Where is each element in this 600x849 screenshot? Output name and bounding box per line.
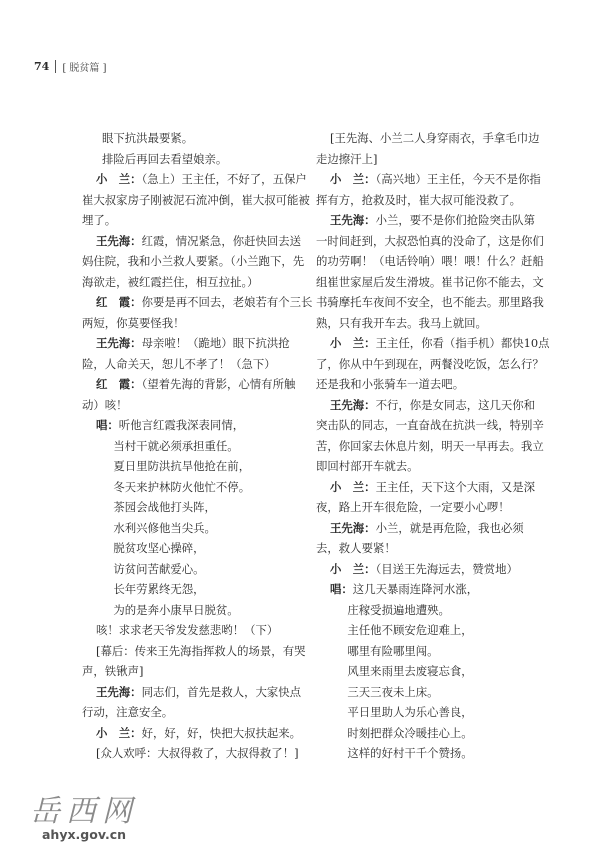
speaker-label: 小 兰： (330, 561, 376, 576)
text-line (82, 497, 294, 518)
line-text: （急上）王主任，不好了，五保户 (141, 172, 307, 186)
line-text: 咳！求求老天爷发发慈悲哟！（下） (96, 623, 279, 637)
text-line (316, 210, 538, 231)
text-line (82, 600, 294, 621)
line-text: 突击队的同志，一直奋战在抗洪一线，特别辛 (316, 418, 544, 432)
line-text: 挥有方，抢救及时，崔大叔可能没救了。 (316, 192, 522, 207)
line-text: 一时间赶到，大叔恐怕真的没命了，这是你们 (316, 233, 544, 248)
text-line (316, 723, 538, 744)
speaker-label: 小 兰： (96, 725, 142, 740)
text-line (82, 210, 294, 231)
text-line (82, 661, 294, 682)
text-line (82, 128, 294, 149)
line-text: 了，你从中午到现在，两餐没吃饭，怎么行？ (316, 356, 544, 371)
speaker-label: 王先海： (96, 233, 142, 248)
speaker-label: 王先海： (96, 684, 142, 699)
text-line (316, 149, 538, 170)
text-line (82, 313, 294, 334)
line-text: 险，人命关天，恕儿不孝了！（急下） (82, 356, 276, 371)
watermark-url: ahyx.gov.cn (41, 827, 126, 842)
line-text: （高兴地）王主任，今天不是你指 (375, 172, 541, 186)
text-line (82, 395, 294, 416)
text-line (316, 456, 538, 477)
line-text: 小兰，就是再危险，我也必须 (375, 520, 524, 535)
text-line (82, 149, 294, 170)
text-line (316, 333, 550, 354)
text-line (82, 641, 306, 662)
line-text: 好，好，好，快把大叔扶起来。 (141, 725, 302, 740)
text-line (82, 579, 294, 600)
speaker-label: 红 霞： (96, 295, 142, 309)
speaker-label: 王先海： (96, 336, 142, 350)
line-text: 平日里助人为乐心善良， (336, 705, 473, 719)
line-text: 两短，你莫要怪我！ (82, 315, 185, 330)
line-text: 王主任，天下这个大雨，又是深 (375, 479, 536, 494)
text-line (316, 354, 544, 375)
line-text: 这几天暴雨连降河水涨， (352, 582, 479, 596)
text-line (316, 702, 538, 723)
line-text: 听他言红霞我深表同情， (118, 418, 245, 432)
header-divider (55, 60, 56, 73)
line-text: 长年劳累终无怨， (102, 582, 205, 596)
line-text: [幕后：传来王先海指挥救人的场景，有哭 (96, 643, 306, 658)
text-line (316, 313, 538, 334)
speaker-label: 王先海： (330, 397, 376, 412)
text-line (82, 743, 299, 764)
line-text: 为的是奔小康早日脱贫。 (102, 602, 239, 617)
line-text: 去，救人要紧！ (316, 541, 396, 555)
line-text: 母亲啦！（跪地）眼下抗洪抢 (141, 336, 290, 350)
text-line (316, 169, 541, 190)
line-text: 组崔世家屋后发生滑坡。崔书记你不能去，文 (316, 274, 544, 289)
text-line (316, 415, 544, 436)
line-text: 访贫问苦献爱心。 (102, 561, 205, 576)
speaker-label: 红 霞： (96, 377, 142, 391)
line-text: 脱贫攻坚心操碎， (102, 541, 205, 555)
text-line (82, 538, 294, 559)
site-watermark (4, 796, 164, 842)
line-text: 眼下抗洪最要紧。 (102, 131, 194, 145)
text-line (82, 702, 294, 723)
text-line (82, 354, 294, 375)
line-text: 崔大叔家房子刚被泥石流冲倒，崔大叔可能被 (82, 192, 310, 207)
line-text: 王主任，你看（指手机）都快10点 (375, 336, 550, 350)
line-text: 海欲走，被红霞拦住，相互拉扯。） (82, 274, 259, 289)
line-text: 这样的好村干千个赞扬。 (336, 746, 473, 760)
line-text: 主任他不顾安危迎难上， (336, 623, 473, 637)
speaker-label: 小 兰： (330, 336, 376, 350)
text-line (316, 600, 538, 621)
text-line (316, 538, 538, 559)
text-line (82, 620, 294, 641)
speaker-label: 王先海： (330, 520, 376, 535)
text-line (316, 395, 538, 416)
text-line (82, 518, 294, 539)
running-title: [ 脱贫篇 ] (62, 62, 107, 74)
text-line (82, 272, 294, 293)
text-line (82, 559, 294, 580)
text-line (82, 477, 294, 498)
line-text: （目送王先海远去，赞赏地） (375, 561, 518, 576)
speaker-label: 小 兰： (96, 172, 142, 186)
line-text: 夜，路上开车很危险，一定要小心啰！ (316, 500, 510, 514)
text-line (82, 169, 307, 190)
line-text: 动）咳！ (82, 397, 128, 412)
line-text: 庄稼受损遍地遭殃。 (336, 602, 450, 617)
text-line (82, 436, 294, 457)
text-line (316, 190, 538, 211)
line-text: 排险后再回去看望娘亲。 (102, 151, 228, 166)
text-line (82, 333, 294, 354)
line-text: [王先海、小兰二人身穿雨衣，手拿毛巾边 (330, 131, 540, 145)
line-text: 哪里有险哪里闯。 (336, 643, 439, 658)
text-line (316, 620, 538, 641)
text-line (82, 456, 294, 477)
line-text: 妈住院，我和小兰救人要紧。（小兰跑下，先 (82, 254, 305, 268)
text-line (82, 723, 302, 744)
text-line (316, 682, 538, 703)
line-text: 小兰，要不是你们抢险突击队第 (375, 213, 536, 227)
line-text: 不行，你是女同志，这几天你和 (375, 397, 536, 412)
line-text: 熟，只有我开车去。我马上就回。 (316, 315, 487, 330)
text-line (316, 374, 538, 395)
page-number: 74 (34, 59, 50, 73)
line-text: 茶园会战他打头阵， (102, 500, 216, 514)
line-text: 书骑摩托车夜间不安全，也不能去。那里路我 (316, 295, 544, 309)
text-line (82, 415, 294, 436)
text-line (82, 682, 302, 703)
line-text: 红霞，情况紧急，你赶快回去送 (141, 233, 302, 248)
line-text: 夏日里防洪抗旱他抢在前， (102, 459, 251, 473)
line-text: 你要是再不回去，老娘若有个三长 (141, 295, 313, 309)
line-text: （望着先海的背影，心情有所触 (141, 377, 296, 391)
text-line (316, 477, 538, 498)
text-line (316, 128, 538, 149)
line-text: 行动，注意安全。 (82, 705, 174, 719)
speaker-label: 小 兰： (330, 172, 376, 186)
text-line (82, 251, 305, 272)
line-text: [众人欢呼：大叔得救了，大叔得救了！] (96, 746, 299, 760)
line-text: 声，铁锹声] (82, 664, 144, 678)
line-text: 水利兴修他当尖兵。 (102, 520, 216, 535)
text-line (316, 292, 544, 313)
speaker-label: 唱： (96, 418, 119, 432)
text-line (316, 251, 544, 272)
text-line (316, 272, 544, 293)
line-text: 冬天来护林防火他忙不停。 (102, 479, 251, 494)
page-header (34, 59, 106, 73)
line-text: 的功劳啊！（电话铃响）喂！喂！什么？赶船 (316, 254, 544, 268)
text-line (316, 743, 538, 764)
text-line (82, 190, 310, 211)
speaker-label: 小 兰： (330, 479, 376, 494)
text-line (316, 518, 538, 539)
line-text: 即回村部开车就去。 (316, 459, 419, 473)
line-text: 还是我和小张骑车一道去吧。 (316, 377, 465, 391)
text-line (82, 374, 294, 395)
text-line (82, 231, 302, 252)
line-text: 三天三夜未上床。 (336, 684, 439, 699)
text-line (316, 661, 538, 682)
speaker-label: 唱： (330, 582, 353, 596)
line-text: 时刻把群众冷暖挂心上。 (336, 725, 473, 740)
text-line (316, 579, 538, 600)
line-text: 苦，你回家去休息片刻，明天一早再去。我立 (316, 438, 544, 453)
line-text: 埋了。 (82, 213, 117, 227)
line-text: 走边擦汗上] (316, 151, 378, 166)
speaker-label: 王先海： (330, 213, 376, 227)
text-line (316, 559, 538, 580)
text-line (316, 436, 544, 457)
line-text: 风里来雨里去废寝忘食， (336, 664, 473, 678)
line-text: 当村干就必须承担重任。 (102, 438, 239, 453)
right-text-column (316, 128, 550, 764)
line-text: 同志们，首先是救人，大家快点 (141, 684, 302, 699)
watermark-logo-text: 岳西网 (30, 794, 138, 829)
text-line (316, 497, 538, 518)
text-line (82, 292, 313, 313)
text-line (316, 231, 544, 252)
left-text-column (82, 128, 313, 764)
text-line (316, 641, 538, 662)
